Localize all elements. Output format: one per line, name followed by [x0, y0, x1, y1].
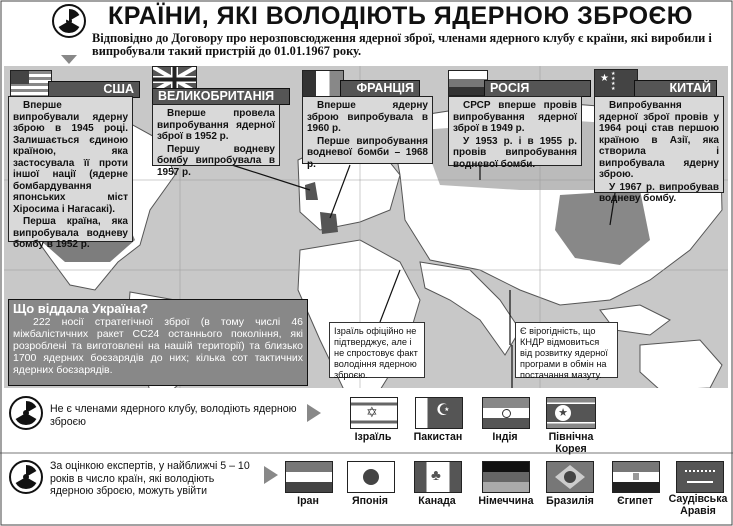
israel-note: Ізраїль офіційно не підтверджує, але і не спростовує факт володіння ядерною зброєю. — [329, 322, 425, 378]
russia-text-1: СРСР вперше провів випробування ядерної зброї в 1949 р. — [453, 100, 577, 134]
china-text-1: Випробування ядерної зброї провів у 1964 році став першою країною в Азії, яка створила і випробувала ядерну зброю. — [599, 100, 719, 180]
saudi-arabia-label: Саудівська Аравія — [668, 493, 728, 517]
north-korea-flag-icon: ★ — [546, 397, 596, 429]
ukraine-box — [8, 299, 308, 386]
uk-text-1: Вперше провела випробування ядерної зброї в 1952 р. — [157, 108, 275, 142]
potential-arrow-icon — [264, 466, 278, 484]
russia-info — [448, 96, 582, 170]
north-korea-label: Північна Корея — [548, 431, 594, 455]
egypt-label: Єгипет — [617, 495, 653, 507]
header-pointer — [61, 55, 77, 64]
radiation-icon — [52, 4, 86, 38]
potential-text: За оцінкою експертів, у найближчі 5 – 10 років в число країн, які володіють ядерною зброєю, можуть увійти — [50, 460, 250, 497]
china-text-2: У 1967 р. випробував водневу бомбу. — [599, 181, 719, 204]
china-info — [594, 96, 724, 204]
brazil-flag-icon — [546, 461, 594, 493]
france-flag-icon — [302, 70, 344, 98]
uk-text-2: Першу водневу бомбу випробувала в 1957 р. — [157, 143, 275, 178]
page-subtitle: Відповідно до Договору про нерозповсюдження ядерної зброї, членами ядерного клубу є країни, які виробили і випробували такий пристрій до 01.01.1967 року. — [92, 31, 712, 58]
japan-flag-icon — [347, 461, 395, 493]
india-flag-icon — [482, 397, 530, 429]
egypt-flag-icon — [612, 461, 660, 493]
ukraine-text: 222 носії стратегічної зброї (в тому числі 46 міжбалістичних ракет СС24 останнього покоління, які розроблені та виготовлені на нашій території) та близько 1700 ядерних боєзарядів до них; кілька сот тактичних ядерних боєзарядів. — [13, 316, 303, 376]
brazil-label: Бразилія — [546, 495, 594, 507]
iran-flag-icon — [285, 461, 333, 493]
france-text-2: Перше випробування водневої бомби – 1968 р. — [307, 135, 428, 170]
usa-label: США — [48, 81, 140, 98]
pakistan-flag-icon: ☪ — [415, 397, 463, 429]
saudi-arabia-flag-icon — [676, 461, 724, 493]
russia-label: РОСІЯ — [484, 80, 591, 97]
usa-flag-icon — [10, 70, 52, 97]
radiation-icon-3 — [9, 460, 43, 494]
non-members-text: Не є членами ядерного клубу, володіють ядерною зброєю — [50, 403, 297, 428]
usa-info — [8, 96, 133, 250]
radiation-icon-2 — [9, 396, 43, 430]
china-label: КИТАЙ — [634, 80, 717, 97]
uk-info — [152, 104, 280, 178]
uk-label: ВЕЛИКОБРИТАНІЯ — [152, 88, 290, 105]
russia-flag-icon — [448, 70, 488, 96]
israel-label: Ізраїль — [354, 431, 392, 443]
usa-text-2: Перша країна, яка випробувала водневу бомбу в 1952 р. — [13, 216, 128, 250]
korea-note: Є вірогідність, що КНДР відмовиться від розвитку ядерної програми в обмін на постачання мазуту. — [515, 322, 618, 378]
ukraine-heading: Що віддала Україна? — [13, 301, 149, 316]
canada-flag-icon: ♣ — [414, 461, 462, 493]
iran-label: Іран — [297, 495, 319, 507]
russia-text-2: У 1953 р. і в 1955 р. провів випробування водневої бомби. — [453, 135, 577, 170]
japan-label: Японія — [351, 495, 388, 507]
pakistan-label: Пакистан — [413, 431, 463, 443]
france-label: ФРАНЦІЯ — [340, 80, 420, 97]
israel-flag-icon: ✡ — [350, 397, 398, 429]
germany-label: Німеччина — [478, 495, 534, 507]
china-flag-icon: ★ ★ ★ ★ ★ — [594, 69, 638, 97]
france-text-1: Вперше ядерну зброю випробувала в 1960 р. — [307, 100, 428, 134]
canada-label: Канада — [418, 495, 456, 507]
germany-flag-icon — [482, 461, 530, 493]
non-members-arrow-icon — [307, 404, 321, 422]
india-label: Індія — [492, 431, 518, 443]
france-info — [302, 96, 433, 170]
page-title: КРАЇНИ, ЯКІ ВОЛОДІЮТЬ ЯДЕРНОЮ ЗБРОЄЮ — [108, 2, 694, 30]
usa-text-1: Вперше випробували ядерну зброю в 1945 році. Залишається єдиною країною, яка застосувала її проти іншої нації (ядерне бомбардування японських міст Хіросима і Нагасакі). — [13, 100, 128, 215]
